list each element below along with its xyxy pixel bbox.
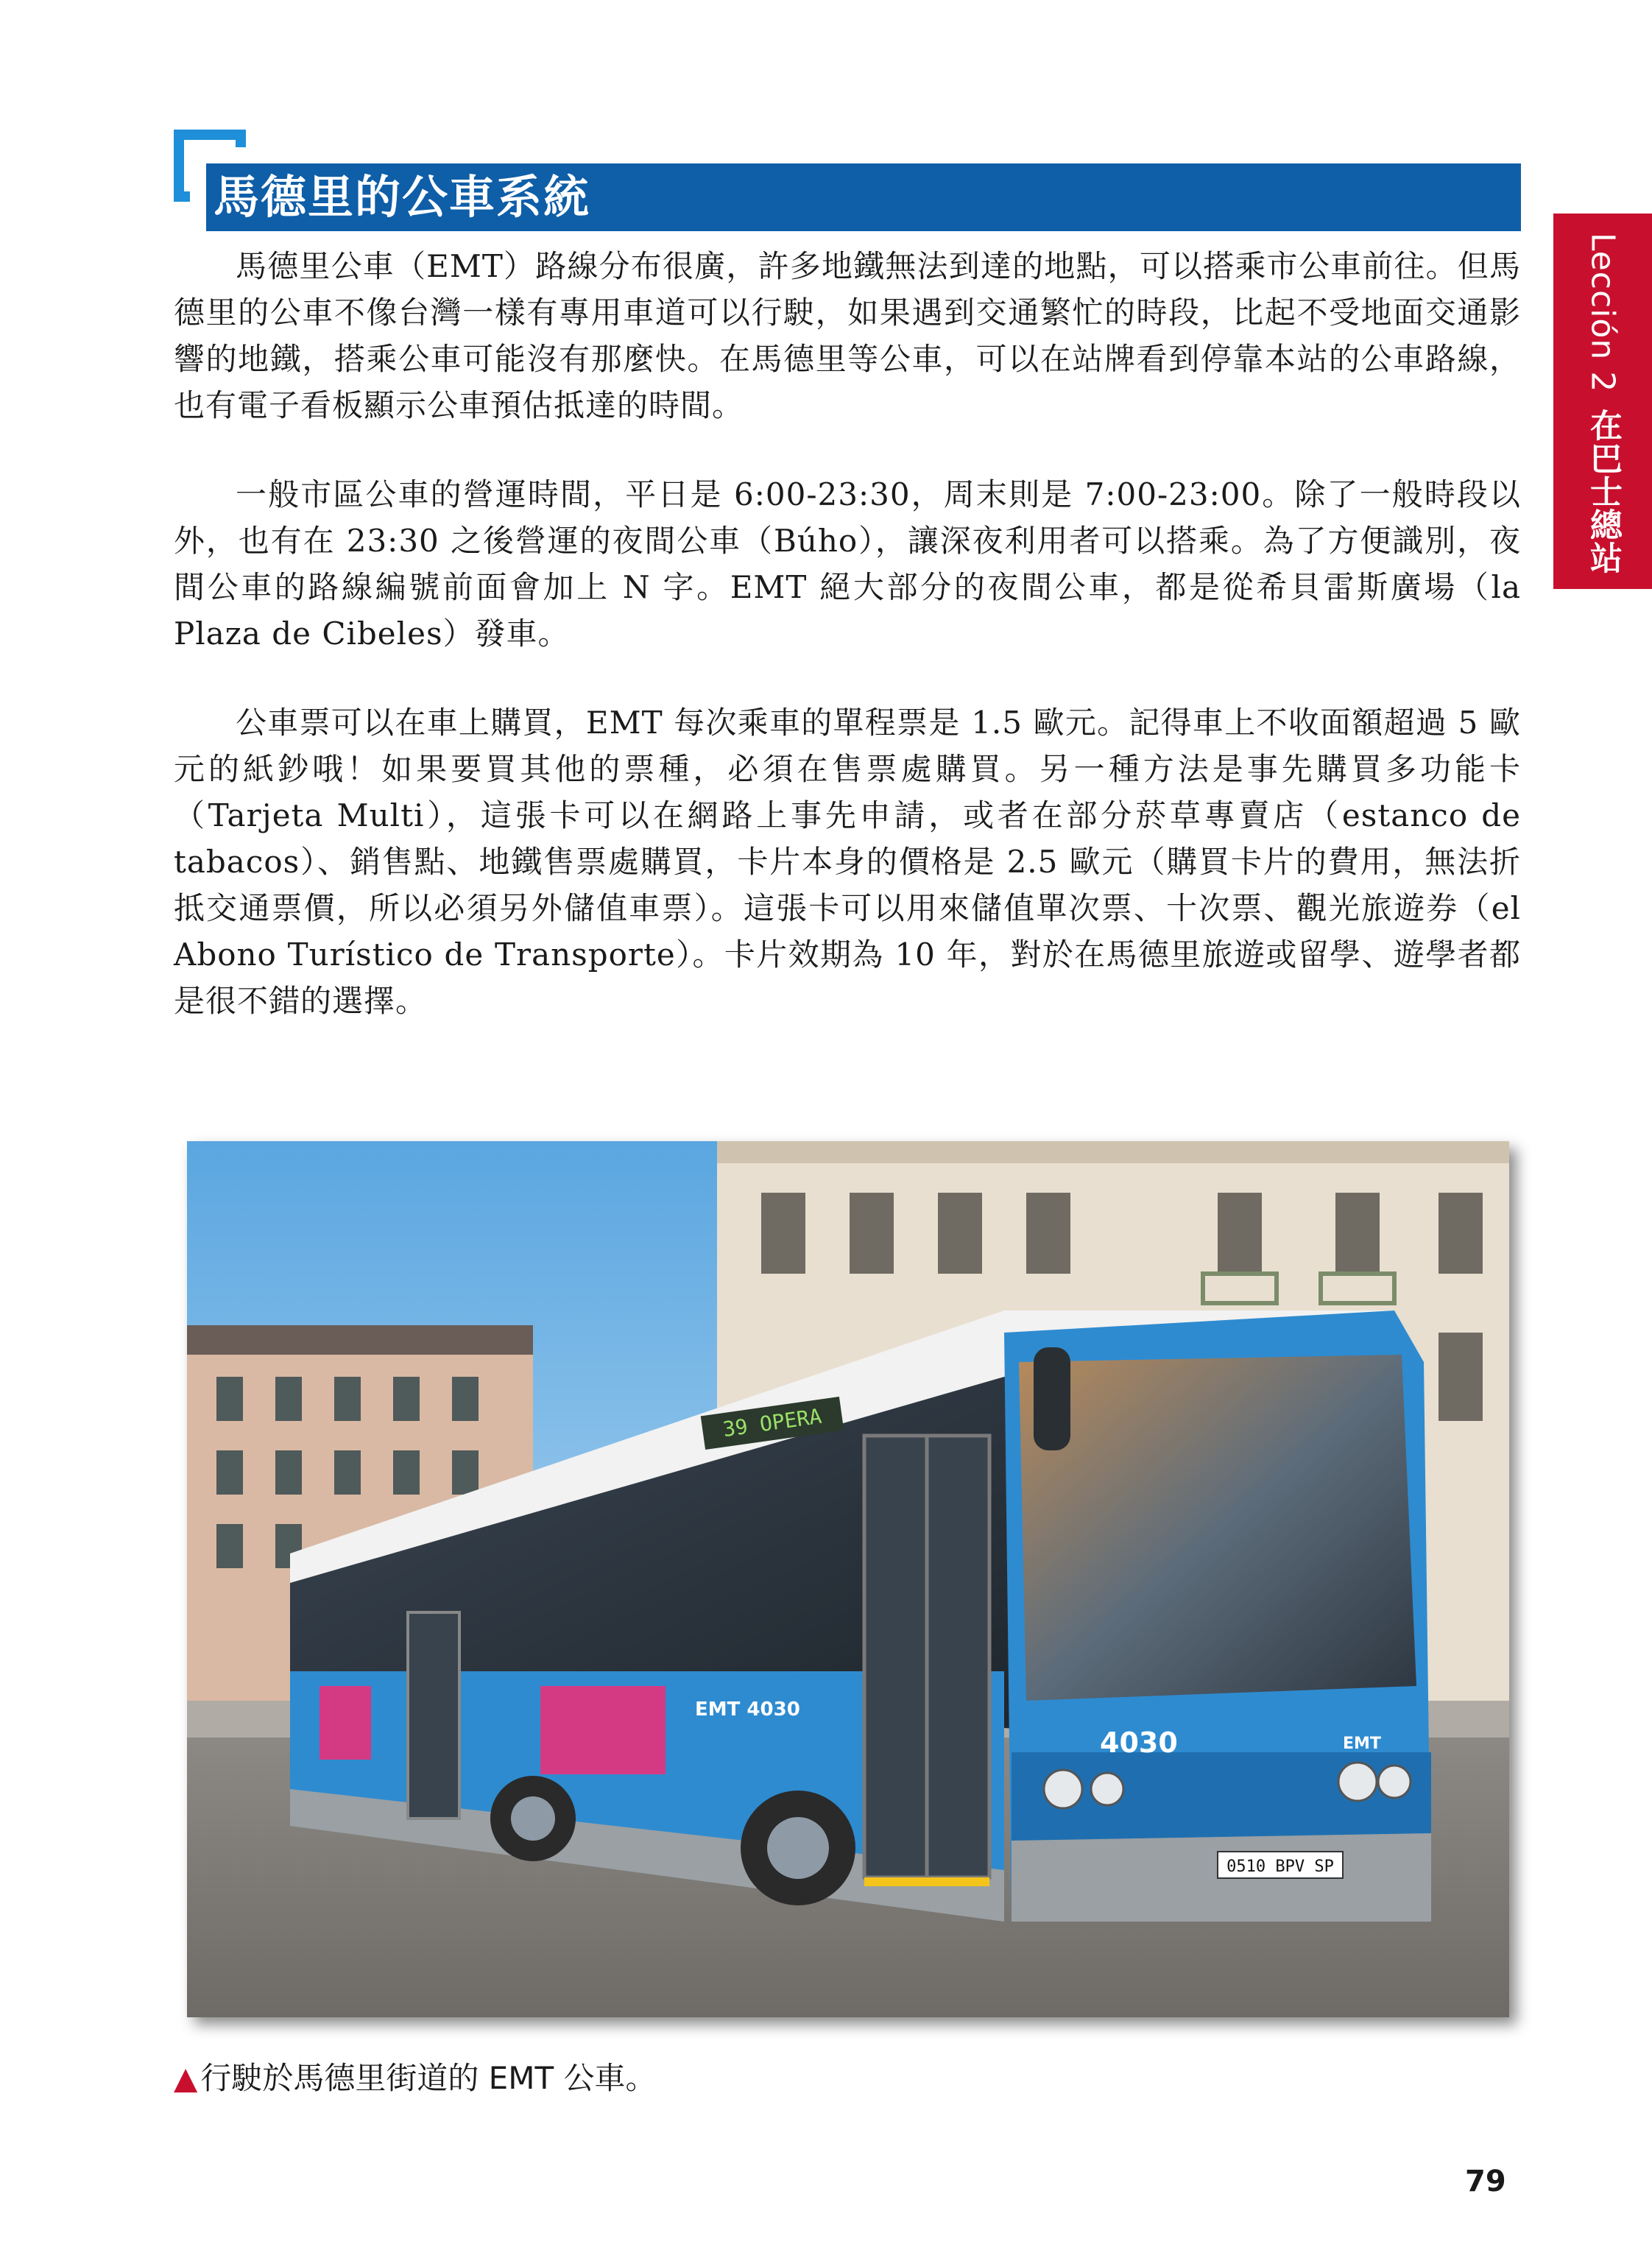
bus-front-number: 4030 [1100, 1726, 1178, 1759]
page-number: 79 [1465, 2165, 1506, 2198]
license-plate: 0510 BPV SP [1226, 1858, 1334, 1876]
article-body [174, 243, 1521, 1067]
photo-caption [174, 2054, 656, 2098]
destination-sign: 39 OPERA [721, 1403, 824, 1442]
caption-marker-icon: ▲ [174, 2060, 198, 2096]
bus-photo-illustration [187, 1141, 1509, 2017]
page-title: 馬德里的公車系統 [213, 170, 591, 224]
bus-front-logo: EMT [1343, 1735, 1381, 1753]
lesson-name: 在巴士總站 [1584, 409, 1622, 575]
paragraph-hours: 一般市區公車的營運時間，平日是 6:00-23:30，周末則是 7:00-23:00。除了一般時段以外，也有在 23:30 之後營運的夜間公車（Búho），讓深夜利用者可以搭乘。為了方便識別，夜間公車的路線編號前面會加上 N 字。EMT 絕大部分的夜間公車，都是從希貝雷斯廣場（la Plaza de Cibeles）發車。 [174, 476, 1521, 652]
paragraph-tickets: 公車票可以在車上購買，EMT 每次乘車的單程票是 1.5 歐元。記得車上不收面額超過 5 歐元的紙鈔哦！如果要買其他的票種，必須在售票處購買。另一種方法是事先購買多功能卡（Tarjeta Multi），這張卡可以在網路上事先申請，或者在部分菸草專賣店（estanco de tabacos）、銷售點、地鐵售票處購買，卡片本身的價格是 2.5 歐元（購買卡片的費用，無法折抵交通票價，所以必須另外儲值車票）。這張卡可以用來儲值單次票、十次票、觀光旅遊券（el Abono Turístico de Transporte）。卡片效期為 10 年，對於在馬德里旅遊或留學、遊學者都是很不錯的選擇。 [174, 705, 1521, 1019]
bus-side-label: EMT 4030 [695, 1699, 800, 1721]
paragraph-intro: 馬德里公車（EMT）路線分布很廣，許多地鐵無法到達的地點，可以搭乘市公車前往。但馬德里的公車不像台灣一樣有專用車道可以行駛，如果遇到交通繁忙的時段，比起不受地面交通影響的地鐵，搭乘公車可能沒有那麼快。在馬德里等公車，可以在站牌看到停靠本站的公車路線，也有電子看板顯示公車預估抵達的時間。 [174, 248, 1521, 423]
caption-text: 行駛於馬德里街道的 EMT 公車。 [200, 2060, 657, 2096]
lesson-number: Lección 2 [1584, 233, 1622, 393]
bus-photo [187, 1141, 1509, 2017]
lesson-side-tab [1553, 214, 1652, 589]
